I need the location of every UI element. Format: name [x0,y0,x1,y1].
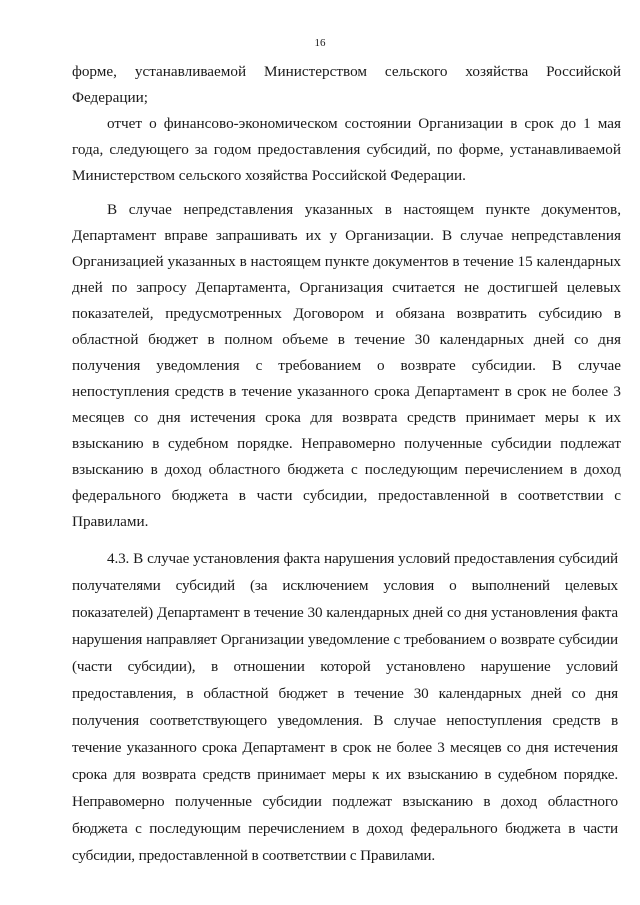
document-body [72,59,621,869]
paragraph-nonsubmission: В случае непредставления указанных в настоящем пункте документов, Департамент вправе запрашивать их у Организации. В случае непредставления Организацией указанных в настоящем пункте документов в течение 15 календарных дней по запросу Департамента, Организация считается не достигшей целевых показателей, предусмотренных Договором и обязана возвратить субсидию в областной бюджет в полном объеме в течение 30 календарных дней со дня получения уведомления с требованием о возврате субсидии. В случае непоступления средств в течение указанного срока Департамент в срок не более 3 месяцев со дня истечения срока для возврата средств принимает меры к их взысканию в судебном порядке. Неправомерно полученные субсидии подлежат взысканию в доход областного бюджета с последующим перечислением в доход федерального бюджета в части субсидии, предоставленной в соответствии с Правилами. [72,201,621,530]
paragraph-clause-4-3: 4.3. В случае установления факта нарушения условий предоставления субсидий получателями субсидий (за исключением условия о выполнений целевых показателей) Департамент в течение 30 календарных дней со дня установления факта нарушения направляет Организации уведомление с требованием о возврате субсидии (части субсидии), в отношении которой установлено нарушение условий предоставления, в областной бюджет в течение 30 календарных дней со дня получения соответствующего уведомления. В случае непоступления средств в течение указанного срока Департамент в срок не более 3 месяцев со дня истечения срока для возврата средств принимает меры к их взысканию в судебном порядке. Неправомерно полученные субсидии подлежат взысканию в доход областного бюджета с последующим перечислением в доход федерального бюджета в части субсидии, предоставленной в соответствии с Правилами. [72,550,618,864]
paragraph-form-continuation: форме, устанавливаемой Министерством сельского хозяйства Российской Федерации; [72,63,621,106]
page-number: 16 [314,37,326,49]
paragraph-financial-report: отчет о финансово-экономическом состоянии Организации в срок до 1 мая года, следующего за годом предоставления субсидий, по форме, устанавливаемой Министерством сельского хозяйства Российской Федерации. [72,115,621,184]
